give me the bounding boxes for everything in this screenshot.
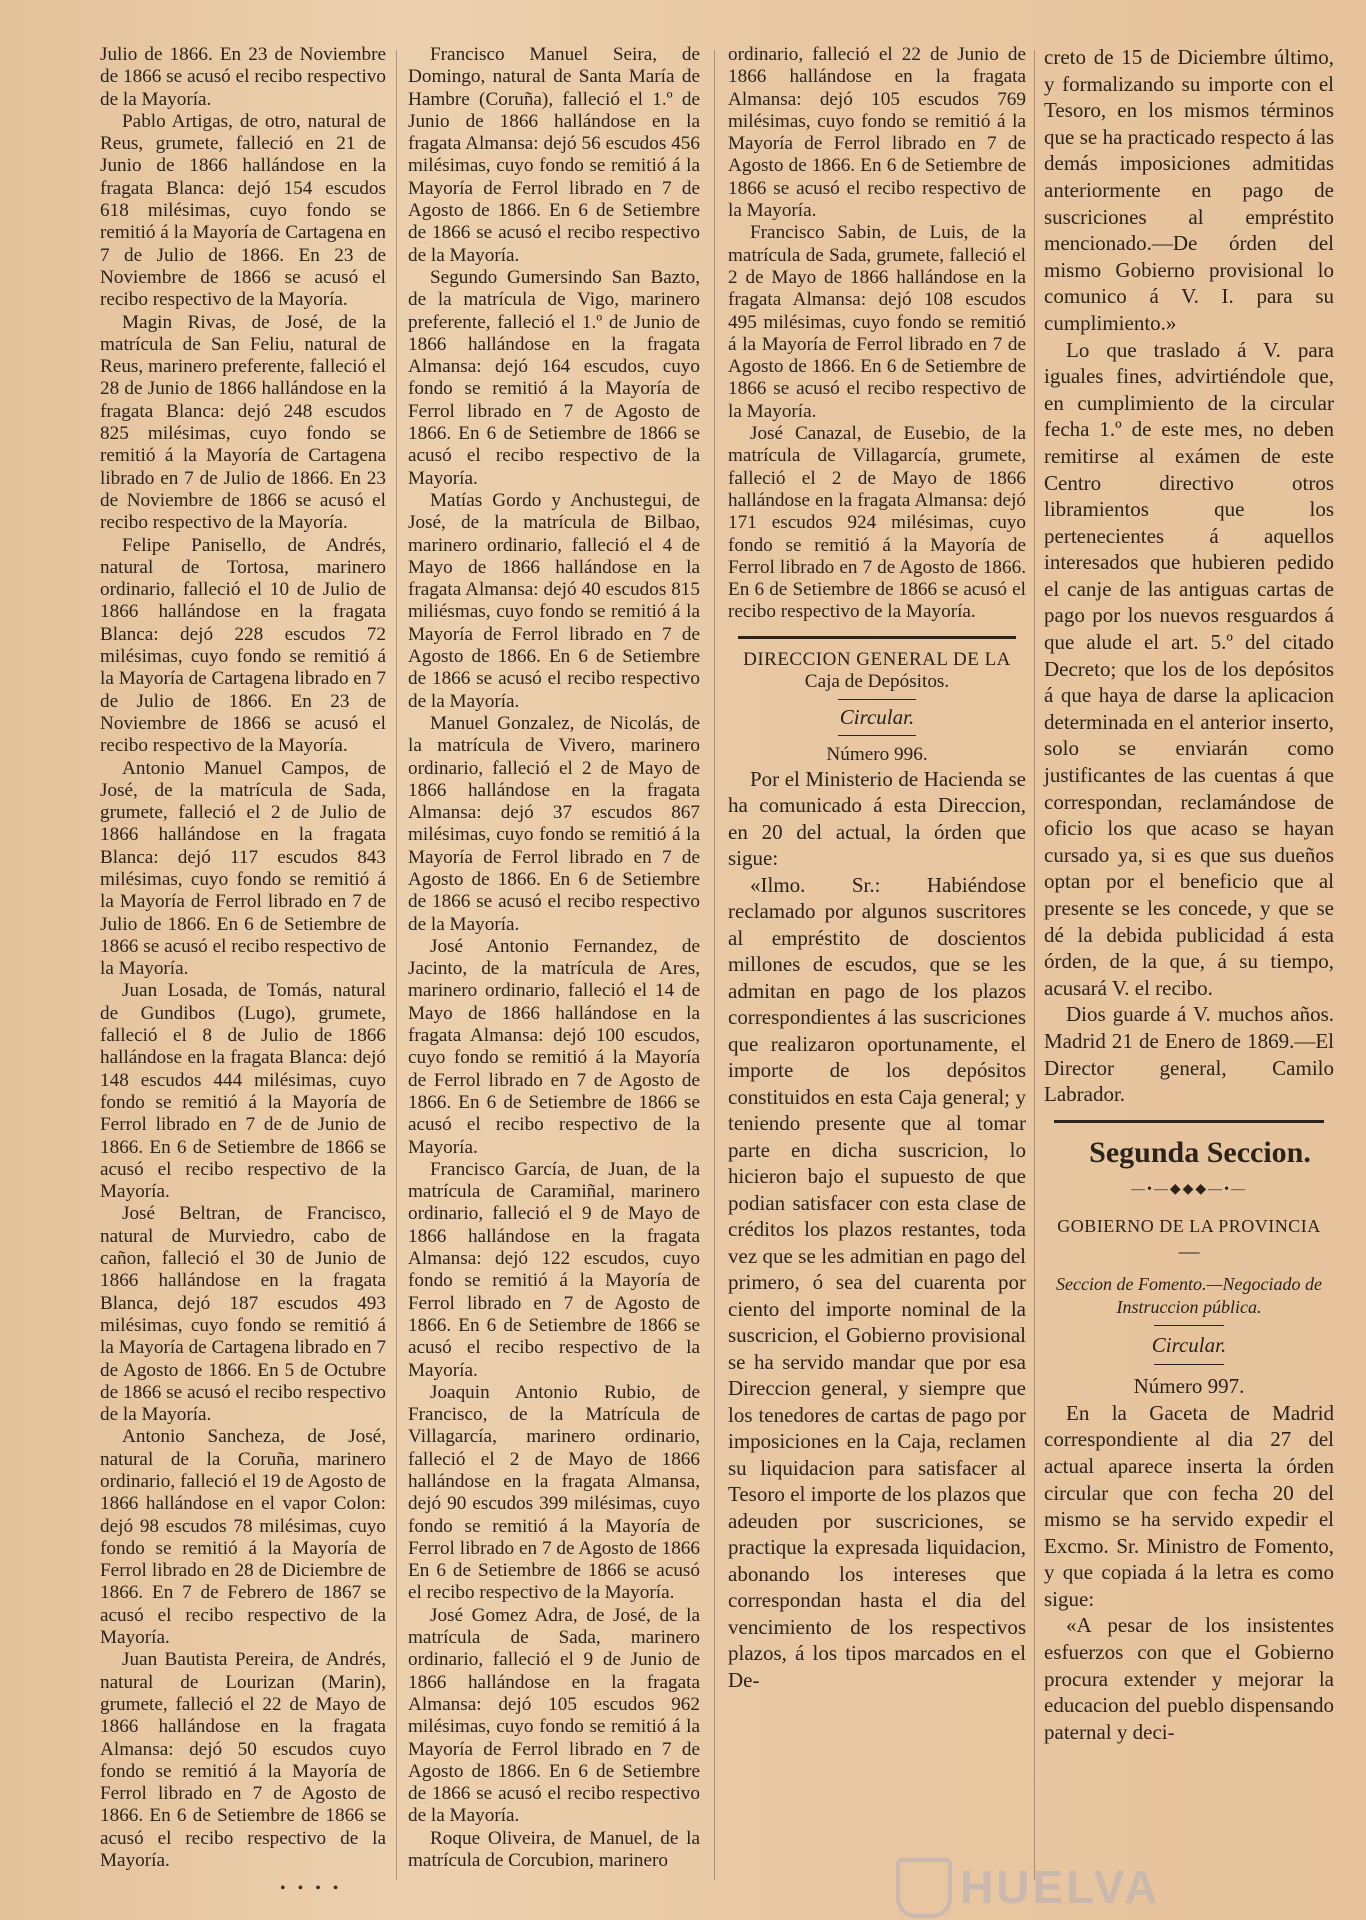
paragraph: Joaquin Antonio Rubio, de Francisco, de la Matrícula de Villagarcía, marinero ordinario, falleció el 2 de Mayo de 1866 hallándose en la fragata Almansa, dejó 90 escudos 399 milésimas, cuyo fondo se remitió á la Mayoría de Ferrol librado en 7 de Agosto de 1866 En 6 de Setiembre de 1866 se acusó el recibo respectivo de la Mayoría. [408, 1381, 700, 1604]
paragraph: Francisco Manuel Seira, de Domingo, natural de Santa María de Hambre (Coruña), falleció el 1.º de Junio de 1866 hallándose en la fragata Almansa: dejó 56 escudos 456 milésimas, cuyo fondo se remitió á la Mayoría de Ferrol librado en 7 de Agosto de 1866. En 6 de Setiembre de 1866 se acusó el recibo respectivo de la Mayoría. [408, 44, 700, 266]
paragraph: Roque Oliveira, de Manuel, de la matrícula de Corcubion, marinero [408, 1827, 700, 1872]
divider [1154, 1325, 1224, 1326]
column-rule [714, 50, 715, 1880]
column-1 [100, 44, 386, 1872]
footer-dots: • • • • [280, 1880, 343, 1897]
paragraph: Magin Rivas, de José, de la matrícula de San Feliu, natural de Reus, marinero preferente, falleció el 28 de Junio de 1866 hallándose en la fragata Blanca: dejó 248 escudos 825 milésimas, cuyo fondo se remitió á la Mayoría de Cartagena librado en 7 de Julio de 1866. En 23 de Noviembre de 1866 se acusó el recibo respectivo de la Mayoría. [100, 311, 386, 534]
paragraph: José Canazal, de Eusebio, de la matrícula de Villagarcía, grumete, falleció el 2 de Mayo de 1866 hallándose en la fragata Almansa: dejó 171 escudos 924 milésimas, cuyo fondo se remitió á la Mayoría de Ferrol librado en 7 de Agosto de 1866. En 6 de Setiembre de 1866 se acusó el recibo respectivo de la Mayoría. [728, 423, 1026, 623]
column-3 [728, 44, 1026, 1844]
paragraph: Por el Ministerio de Hacienda se ha comunicado á esta Direccion, en 20 del actual, la órden que sigue: [728, 766, 1026, 871]
ornament-divider: —•—◆◆◆—•— [1130, 1181, 1248, 1197]
paragraph: José Gomez Adra, de José, de la matrícula de Sada, marinero ordinario, falleció el 9 de Junio de 1866 hallándose en la fragata Almansa: dejó 105 escudos 962 milésimas, cuyo fondo se remitió á la Mayoría de Ferrol librado en 7 de Agosto de 1866. En 6 de Setiembre de 1866 se acusó el recibo respectivo de la Mayoría. [408, 1604, 700, 1827]
paragraph: Felipe Panisello, de Andrés, natural de Tortosa, marinero ordinario, falleció el 10 de Julio de 1866 hallándose en la fragata Blanca: dejó 228 escudos 72 milésimas, cuyo fondo se remitió á la Mayoría de Cartagena librado en 7 de Julio de 1866. En 23 de Noviembre de 1866 se acusó el recibo respectivo de la Mayoría. [100, 534, 386, 757]
paragraph: José Antonio Fernandez, de Jacinto, de la matrícula de Ares, marinero ordinario, falleció el 14 de Mayo de 1866 hallándose en la fragata Almansa: dejó 100 escudos, cuyo fondo se remitió á la Mayoría de Ferrol librado en 7 de Agosto de 1866. En 6 de Setiembre de 1866 se acusó el recibo respectivo de la Mayoría. [408, 935, 700, 1158]
paragraph: Juan Bautista Pereira, de Andrés, natural de Lourizan (Marin), grumete, falleció el 22 de Mayo de 1866 hallándose en la fragata Almansa: dejó 50 escudos cuyo fondo se remitió á la Mayoría de Ferrol librado en 7 de Agosto de 1866. En 6 de Setiembre de 1866 se acusó el recibo respectivo de la Mayoría. [100, 1649, 386, 1872]
paragraph: Matías Gordo y Anchustegui, de José, de la matrícula de Bilbao, marinero ordinario, falleció el 4 de Mayo de 1866 hallándose en la fragata Almansa: dejó 40 escudos 815 miliésmas, cuyo fondo se remitió á la Mayoría de Ferrol librado en 7 de Agosto de 1866. En 6 de Setiembre de 1866 se acusó el recibo respectivo de la Mayoría. [408, 489, 700, 712]
section-heading: DIRECCION GENERAL DE LA [743, 648, 1011, 670]
paragraph: En la Gaceta de Madrid correspondiente al dia 27 del actual aparece inserta la órden circular que con fecha 20 del mismo se ha servido expedir el Excmo. Sr. Ministro de Fomento, y que copiada á la letra es como sigue: [1044, 1400, 1334, 1611]
divider [838, 699, 916, 700]
paragraph: «Ilmo. Sr.: Habiéndose reclamado por algunos suscritores al empréstito de doscientos millones de escudos, que se les admitan en pago de los plazos correspondientes á las suscriciones que realizaron oportunamente, el importe de los depósitos constituidos en esta Caja general; y teniendo presente que al tomar parte en dicha suscricion, lo hicieron bajo el supuesto de que podian satisfacer con esta clase de créditos los plazos restantes, toda vez que se les admitian en pago del primero, ó sea del cuarenta por ciento del importe nominal de la suscricion, el Gobierno provisional se ha servido mandar que por esa Direccion general, y siempre que los tenedores de cartas de pago por imposiciones en la Caja, reclamen su liquidacion para satisfacer al Tesoro el importe de los plazos que adeuden por suscriciones, se practique la expresada liquidacion, abonando los intereses que correspondan hasta el dia del vencimiento de los respectivos plazos, á los tipos marcados en el De- [728, 872, 1026, 1692]
paragraph: Antonio Sancheza, de José, natural de la Coruña, marinero ordinario, falleció el 19 de Agosto de 1866 hallándose en el vapor Colon: dejó 98 escudos 78 milésimas, cuyo fondo se remitió á la Mayoría de Ferrol librado en 28 de Diciembre de 1866. En 7 de Febrero de 1867 se acusó el recibo respectivo de la Mayoría. [100, 1426, 386, 1649]
paragraph: Juan Losada, de Tomás, natural de Gundibos (Lugo), grumete, falleció el 8 de Julio de 1866 hallándose en la fragata Blanca: dejó 148 escudos 444 milésimas, cuyo fondo se remitió á la Mayoría de Ferrol librado en 7 de de Junio de 1866. En 6 de Setiembre de 1866 se acusó el recibo respectivo de la Mayoría. [100, 980, 386, 1203]
section-divider [738, 636, 1016, 639]
circular-label: Circular. [839, 705, 915, 730]
paragraph: «A pesar de los insistentes esfuerzos con que el Gobierno procura extender y mejorar la educacion del pueblo dispensando paternal y deci- [1044, 1613, 1334, 1744]
circular-label: Circular. [1151, 1332, 1227, 1357]
watermark: HUELVA [960, 1861, 1161, 1913]
column-2 [408, 44, 700, 1872]
section-subheading: Caja de Depósitos. [804, 671, 950, 693]
column-4 [1044, 44, 1334, 1844]
column-rule [396, 50, 397, 1880]
paragraph: José Beltran, de Francisco, natural de Murviedro, cabo de cañon, falleció el 30 de Junio de 1866 hallándose en la fragata Blanca, dejó 187 escudos 493 milésimas, cuyo fondo se remitió á la Mayoría de Cartagena librado en 7 de Agosto de 1866. En 5 de Octubre de 1866 se acusó el recibo respectivo de la Mayoría. [100, 1203, 386, 1426]
circular-number: Número 997. [1133, 1374, 1245, 1399]
paragraph: Julio de 1866. En 23 de Noviembre de 1866 se acusó el recibo respectivo de la Mayoría. [100, 44, 386, 110]
section-divider [1054, 1120, 1324, 1123]
paragraph: Francisco Sabin, de Luis, de la matrícula de Sada, grumete, falleció el 2 de Mayo de 1866 hallándose en la fragata Almansa: dejó 108 escudos 495 milésimas, cuyo fondo se remitió á la Mayoría de Ferrol librado en 7 de Agosto de 1866. En 6 de Setiembre de 1866 se acusó el recibo respectivo de la Mayoría. [728, 222, 1026, 422]
government-heading: GOBIERNO DE LA PROVINCIA [1057, 1216, 1321, 1237]
divider [1154, 1364, 1224, 1365]
paragraph: Lo que traslado á V. para iguales fines, advirtiéndole que, en cumplimiento de la circular fecha 1.º de este mes, no deben remitirse al exámen de este Centro directivo otros libramientos que los pertenecientes á aquellos interesados que hubieren pedido el canje de las antiguas cartas de pago por los nuevos resguardos á que alude el art. 5.º del citado Decreto; que los de los depósitos á que haya de darse la aplicacion determinada en el anterior inserto, solo se enviarán como justificantes de las cuentas á que correspondan, reclamándose de oficio los que acaso se hayan cursado ya, si es que sus dueños optan por el beneficio que al presente se les concede, y que se dé la debida publicidad á esta órden, de la que, á su tiempo, acusará V. el recibo. [1044, 337, 1334, 1000]
circular-number: Número 996. [826, 743, 928, 765]
column-rule [1034, 50, 1035, 1880]
paragraph: Segundo Gumersindo San Bazto, de la matrícula de Vigo, marinero preferente, falleció el 1.º de Junio de 1866 hallándose en la fragata Almansa: dejó 164 escudos, cuyo fondo se remitió á la Mayoría de Ferrol librado en 7 de Agosto de 1866. En 6 de Setiembre de 1866 se acusó el recibo respectivo de la Mayoría. [408, 266, 700, 489]
section-title: Segunda Seccion. [1089, 1135, 1311, 1169]
dash-divider: — [1178, 1238, 1200, 1263]
paragraph: Dios guarde á V. muchos años. Madrid 21 de Enero de 1869.—El Director general, Camilo Labrador. [1044, 1002, 1334, 1107]
section-subheading: Seccion de Fomento.—Negociado de Instruccion pública. [1056, 1273, 1322, 1317]
paragraph: Antonio Manuel Campos, de José, de la matrícula de Sada, grumete, falleció el 2 de Julio de 1866 hallándose en la fragata Blanca: dejó 117 escudos 843 milésimas, cuyo fondo se remitió á la Mayoría de Ferrol librado en 7 de Julio de 1866. En 6 de Setiembre de 1866 se acusó el recibo respectivo de la Mayoría. [100, 757, 386, 980]
divider [838, 735, 916, 736]
paragraph: Francisco García, de Juan, de la matrícula de Caramiñal, marinero ordinario, falleció el 9 de Mayo de 1866 hallándose en la fragata Almansa: dejó 122 escudos, cuyo fondo se remitió á la Mayoría de Ferrol librado en 7 de Agosto de 1866. En 6 de Setiembre de 1866 se acusó el recibo respectivo de la Mayoría. [408, 1158, 700, 1381]
paragraph: creto de 15 de Diciembre último, y formalizando su importe con el Tesoro, en los mismos términos que se ha practicado respecto á las demás imposiciones admitidas anteriormente en pago de suscriciones al empréstito mencionado.—De órden del mismo Gobierno provisional lo comunico á V. I. para su cumplimiento.» [1044, 45, 1334, 335]
paragraph: ordinario, falleció el 22 de Junio de 1866 hallándose en la fragata Almansa: dejó 105 escudos 769 milésimas, cuyo fondo se remitió á la Mayoría de Ferrol librado en 7 de Agosto de 1866. En 6 de Setiembre de 1866 se acusó el recibo respectivo de la Mayoría. [728, 44, 1026, 222]
shield-icon [896, 1858, 952, 1918]
paragraph: Pablo Artigas, de otro, natural de Reus, grumete, falleció en 21 de Junio de 1866 hallándose en la fragata Blanca: dejó 154 escudos 618 milésimas, cuyo fondo se remitió á la Mayoría de Cartagena en 7 de Julio de 1866. En 23 de Noviembre de 1866 se acusó el recibo respectivo de la Mayoría. [100, 110, 386, 311]
paragraph: Manuel Gonzalez, de Nicolás, de la matrícula de Vivero, marinero ordinario, falleció el 2 de Mayo de 1866 hallándose en la fragata Almansa: dejó 37 escudos 867 milésimas, cuyo fondo se remitió á la Mayoría de Ferrol librado en 7 de Agosto de 1866. En 6 de Setiembre de 1866 se acusó el recibo respectivo de la Mayoría. [408, 712, 700, 935]
